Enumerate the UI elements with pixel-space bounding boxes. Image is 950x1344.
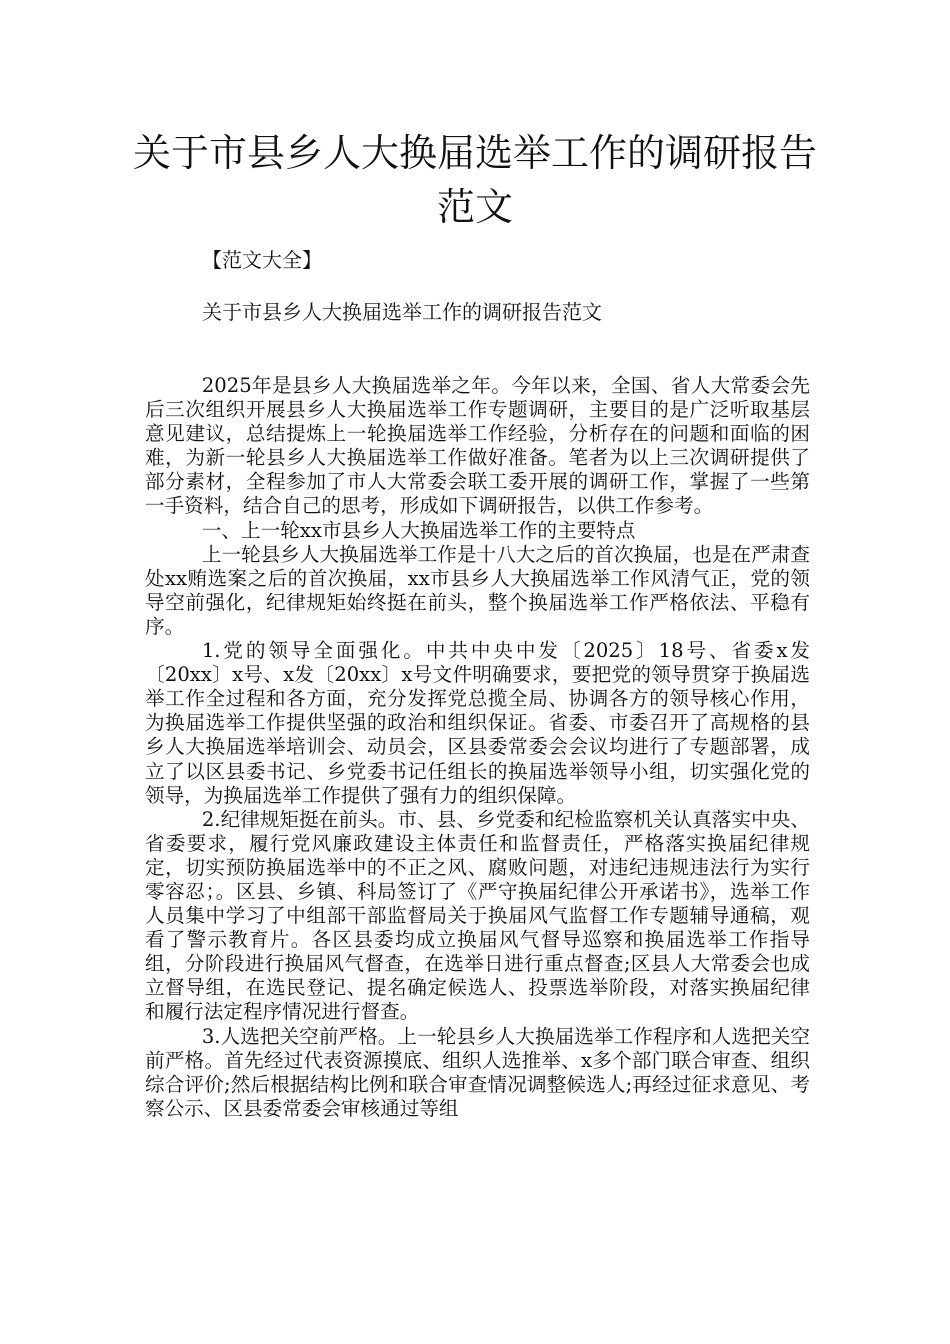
document-subtitle: 关于市县乡人大换届选举工作的调研报告范文 <box>202 300 602 324</box>
document-title <box>120 126 830 234</box>
paragraph-overview: 上一轮县乡人大换届选举工作是十八大之后的首次换届，也是在严肃查处xx贿选案之后的首次换届，xx市县乡人大换届选举工作风清气正，党的领导空前强化，纪律规矩始终挺在前头，整个换届选举工作严格依法、平稳有序。 <box>145 542 810 638</box>
paragraph-point-2: 2.纪律规矩挺在前头。市、县、乡党委和纪检监察机关认真落实中央、省委要求，履行党风廉政建设主体责任和监督责任，严格落实换届纪律规定，切实预防换届选举中的不正之风、腐败问题，对违纪违规违法行为实行零容忍；。区县、乡镇、科局签订了《严守换届纪律公开承诺书》，选举工作人员集中学习了中组部干部监督局关于换届风气监督工作专题辅导通稿，观看了警示教育片。各区县委均成立换届风气督导巡察和换届选举工作指导组，分阶段进行换届风气督查，在选举日进行重点督查;区县人大常委会也成立督导组，在选民登记、提名确定候选人、投票选举阶段，对落实换届纪律和履行法定程序情况进行督查。 <box>145 807 810 1024</box>
document-body <box>145 374 810 1121</box>
title-line-2: 范文 <box>436 185 513 229</box>
section-heading-1: 一、上一轮xx市县乡人大换届选举工作的主要特点 <box>201 518 636 542</box>
paragraph-intro: 2025年是县乡人大换届选举之年。今年以来，全国、省人大常委会先后三次组织开展县乡人大换届选举工作专题调研，主要目的是广泛听取基层意见建议，总结提炼上一轮换届选举工作经验，分析存在的问题和面临的困难，为新一轮县乡人大换届选举工作做好准备。笔者为以上三次调研提供了部分素材，全程参加了市人大常委会联工委开展的调研工作，掌握了一些第一手资料，结合自己的思考，形成如下调研报告，以供工作参考。 <box>145 374 810 518</box>
category-tag: 【范文大全】 <box>202 248 322 272</box>
title-line-1: 关于市县乡人大换届选举工作的调研报告 <box>132 131 817 175</box>
paragraph-point-1: 1.党的领导全面强化。中共中央中发〔2025〕18号、省委x发〔20xx〕x号、x发〔20xx〕x号文件明确要求，要把党的领导贯穿于换届选举工作全过程和各方面，充分发挥党总揽全局、协调各方的领导核心作用，为换届选举工作提供坚强的政治和组织保证。省委、市委召开了高规格的县乡人大换届选举培训会、动员会，区县委常委会会议均进行了专题部署，成立了以区县委书记、乡党委书记任组长的换届选举领导小组，切实强化党的领导，为换届选举工作提供了强有力的组织保障。 <box>145 639 810 807</box>
paragraph-point-3: 3.人选把关空前严格。上一轮县乡人大换届选举工作程序和人选把关空前严格。首先经过代表资源摸底、组织人选推举、x多个部门联合审查、组织综合评价;然后根据结构比例和联合审查情况调整候选人;再经过征求意见、考察公示、区县委常委会审核通过等组 <box>145 1024 810 1120</box>
